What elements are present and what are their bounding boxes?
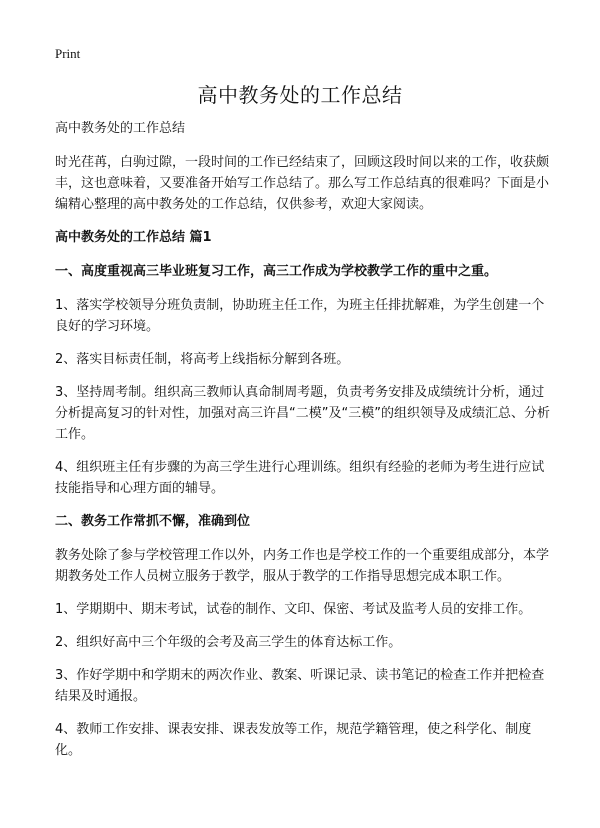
- section-1-item: 3、坚持周考制。组织高三教师认真命制周考题，负责考务安排及成绩统计分析，通过分析提高复习的针对性，加强对高三许昌“二模”及“三模”的组织领导及成绩汇总、分析工作。: [55, 385, 550, 442]
- section-2-heading: 二、教务工作常抓不懈，准确到位: [55, 514, 251, 529]
- print-link[interactable]: Print: [55, 46, 81, 61]
- section-2-item: 1、学期期中、期末考试，试卷的制作、文印、保密、考试及监考人员的安排工作。: [55, 602, 532, 617]
- document-body: [55, 118, 550, 773]
- page-title: 高中教务处的工作总结: [197, 83, 403, 107]
- section-2-item: 3、作好学期中和学期末的两次作业、教案、听课记录、读书笔记的检查工作并把检查结果及时通报。: [55, 668, 545, 704]
- section-1-item: 1、落实学校领导分班负责制，协助班主任工作，为班主任排扰解难，为学生创建一个良好的学习环境。: [55, 298, 545, 334]
- part-heading: 高中教务处的工作总结 篇1: [55, 230, 212, 245]
- intro-paragraph: 时光荏苒，白驹过隙，一段时间的工作已经结束了，回顾这段时间以来的工作，收获颇丰，这也意味着，又要准备开始写工作总结了。那么写工作总结真的很难吗？下面是小编精心整理的高中教务处的工作总结，仅供参考，欢迎大家阅读。: [55, 155, 550, 212]
- section-1-heading: 一、高度重视高三毕业班复习工作，高三工作成为学校教学工作的重中之重。: [55, 264, 498, 279]
- document-subtitle: 高中教务处的工作总结: [55, 121, 186, 136]
- section-1-item: 4、组织班主任有步骤的为高三学生进行心理训练。组织有经验的老师为考生进行应试技能指导和心理方面的辅导。: [55, 460, 545, 496]
- section-2-item: 2、组织好高中三个年级的会考及高三学生的体育达标工作。: [55, 635, 402, 650]
- section-2-item: 4、教师工作安排、课表安排、课表发放等工作，规范学籍管理，使之科学化、制度化。: [55, 722, 532, 758]
- section-1-item: 2、落实目标责任制，将高考上线指标分解到各班。: [55, 352, 350, 367]
- section-2-intro: 教务处除了参与学校管理工作以外，内务工作也是学校工作的一个重要组成部分，本学期教务处工作人员树立服务于教学，服从于教学的工作指导思想完成本职工作。: [55, 548, 550, 584]
